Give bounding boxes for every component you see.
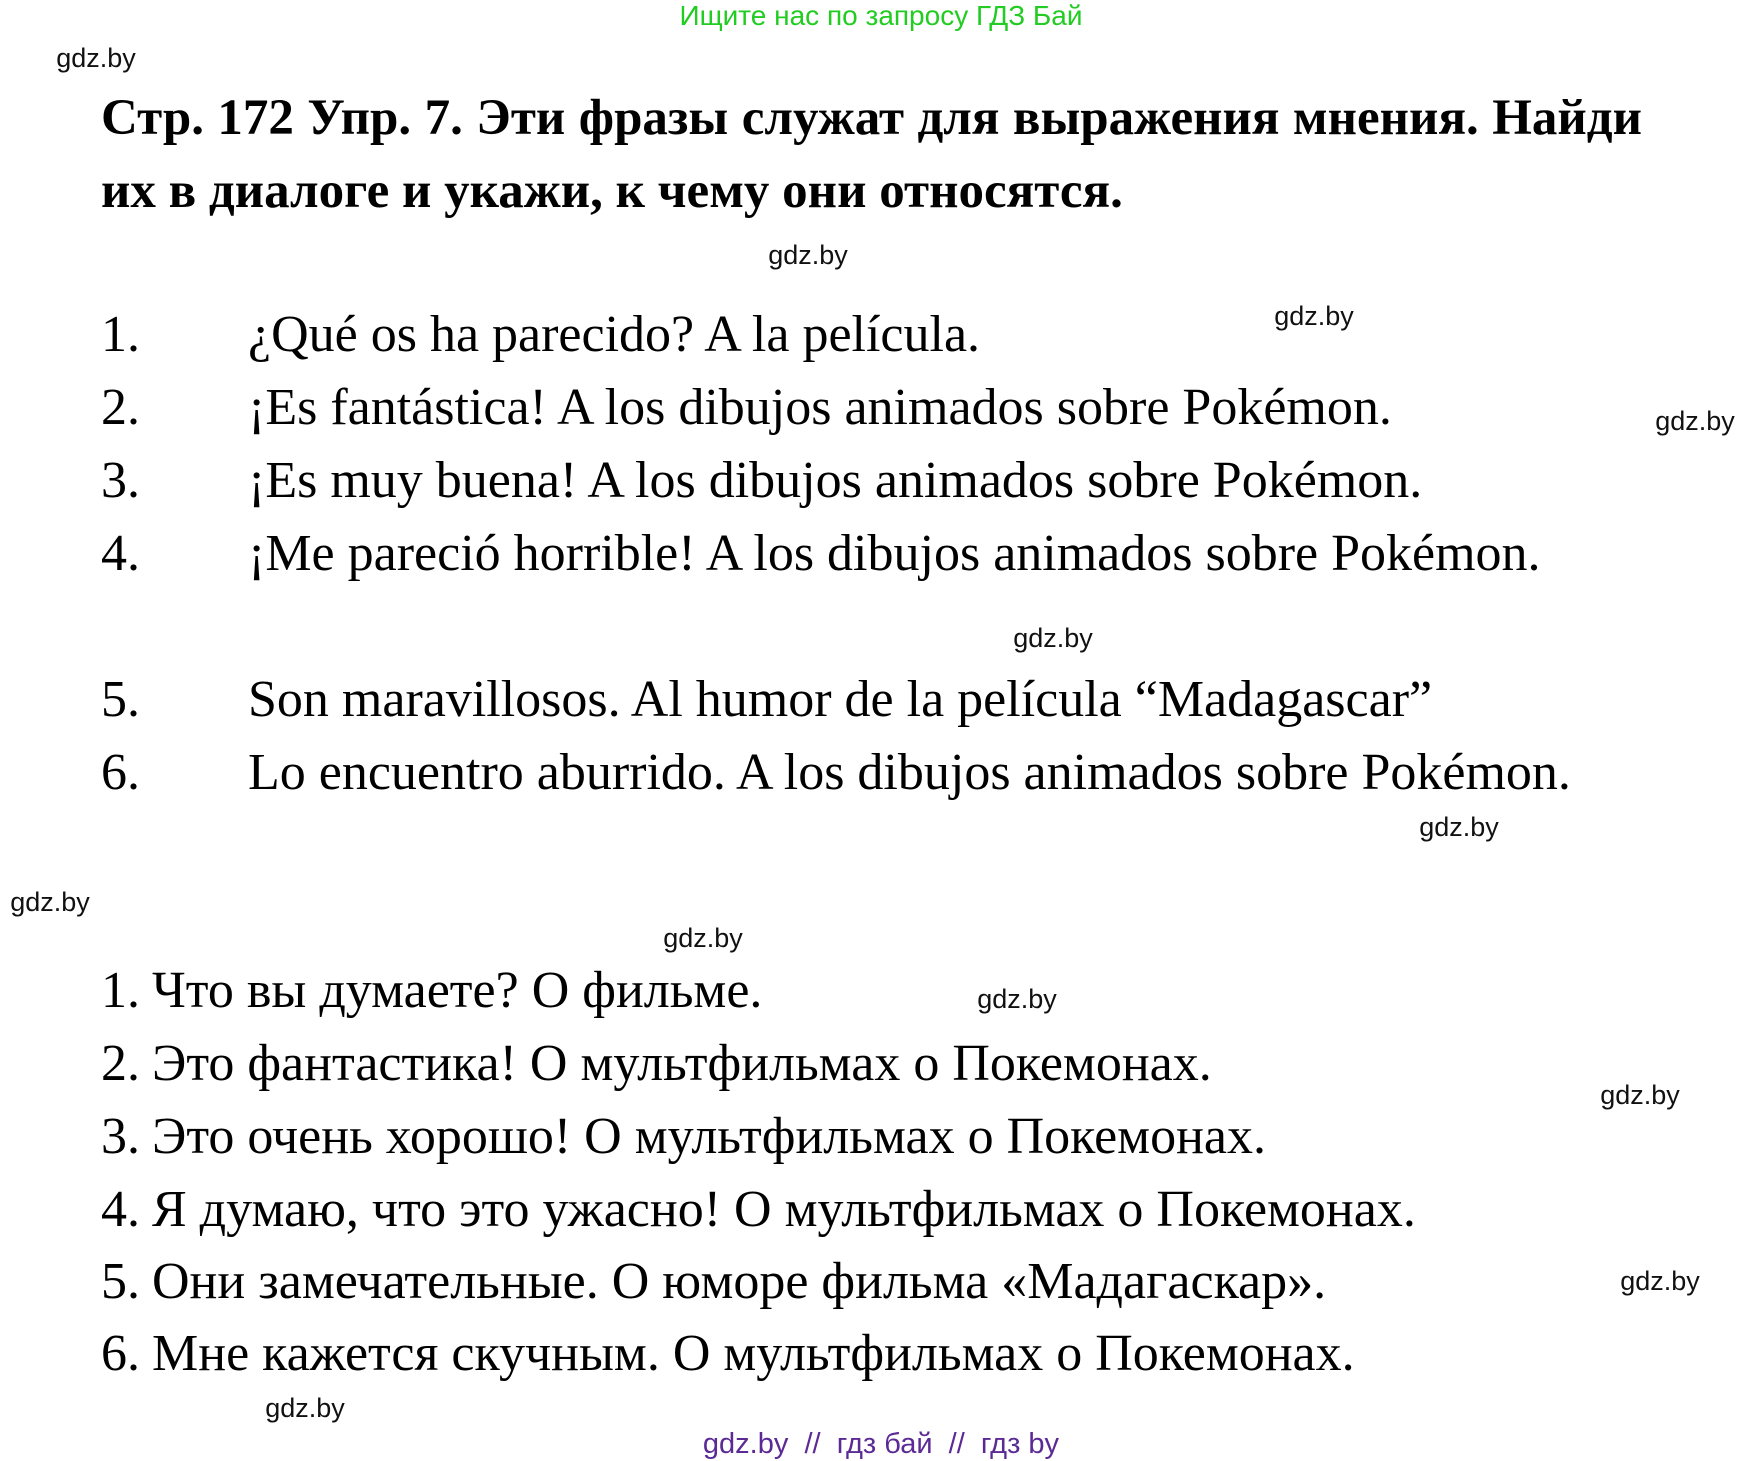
- watermark: gdz.by: [663, 923, 743, 953]
- russian-item: [101, 954, 1642, 1027]
- russian-item: [101, 1245, 1642, 1318]
- footer-links: [0, 1428, 1755, 1460]
- item-text: Lo encuentro aburrido. A los dibujos animados sobre Pokémon.: [248, 744, 1571, 801]
- item-text: Я думаю, что это ужасно! О мультфильмах о Покемонах.: [152, 1181, 1416, 1238]
- search-hint-banner: Ищите нас по запросу ГДЗ Бай: [679, 0, 1083, 31]
- item-number: 4.: [101, 1181, 140, 1238]
- russian-item: [101, 1317, 1642, 1390]
- item-number: 3.: [101, 452, 140, 509]
- item-number: 5.: [101, 1253, 140, 1310]
- watermark: gdz.by: [56, 43, 136, 73]
- spanish-item: [101, 298, 1642, 371]
- watermark: gdz.by: [977, 984, 1057, 1014]
- watermark: gdz.by: [768, 240, 848, 270]
- item-number: 2.: [101, 379, 140, 436]
- item-text: ¿Qué os ha parecido? A la película.: [248, 306, 981, 363]
- item-text: Это очень хорошо! О мультфильмах о Покемонах.: [152, 1108, 1266, 1165]
- item-number: 1.: [101, 306, 140, 363]
- item-number: 3.: [101, 1108, 140, 1165]
- item-text: ¡Es muy buena! A los dibujos animados sobre Pokémon.: [248, 452, 1423, 509]
- spanish-item: [101, 371, 1642, 444]
- watermark: gdz.by: [1274, 301, 1354, 331]
- russian-item: [101, 1027, 1642, 1100]
- item-number: 1.: [101, 962, 140, 1019]
- spanish-item: [101, 444, 1642, 517]
- item-number: 5.: [101, 671, 140, 728]
- spanish-item: [101, 517, 1642, 590]
- item-text: ¡Me pareció horrible! A los dibujos animados sobre Pokémon.: [248, 525, 1541, 582]
- item-number: 6.: [101, 1325, 140, 1382]
- spanish-item: [101, 663, 1642, 736]
- spanish-item: [101, 736, 1642, 809]
- russian-item: [101, 1173, 1642, 1246]
- item-text: Son maravillosos. Al humor de la película “Madagascar”: [248, 671, 1433, 728]
- watermark: gdz.by: [1655, 406, 1735, 436]
- russian-item: [101, 1100, 1642, 1173]
- item-text: Что вы думаете? О фильме.: [152, 962, 763, 1019]
- watermark: gdz.by: [10, 887, 90, 917]
- footer-text: gdz.by // гдз бай // гдз by: [702, 1428, 1060, 1460]
- watermark: gdz.by: [1419, 812, 1499, 842]
- item-text: Мне кажется скучным. О мультфильмах о Покемонах.: [152, 1325, 1355, 1382]
- item-number: 2.: [101, 1035, 140, 1092]
- watermark: gdz.by: [1600, 1080, 1680, 1110]
- item-text: Они замечательные. О юморе фильма «Мадагаскар».: [152, 1253, 1327, 1310]
- watermark: gdz.by: [1013, 623, 1093, 653]
- watermark: gdz.by: [265, 1393, 345, 1423]
- item-number: 6.: [101, 744, 140, 801]
- exercise-heading: Стр. 172 Упр. 7. Эти фразы служат для выражения мнения. Найди их в диалоге и укажи, к чему они относятся.: [101, 90, 1642, 219]
- item-number: 4.: [101, 525, 140, 582]
- item-text: ¡Es fantástica! A los dibujos animados sobre Pokémon.: [248, 379, 1392, 436]
- watermark: gdz.by: [1620, 1266, 1700, 1296]
- item-text: Это фантастика! О мультфильмах о Покемонах.: [152, 1035, 1212, 1092]
